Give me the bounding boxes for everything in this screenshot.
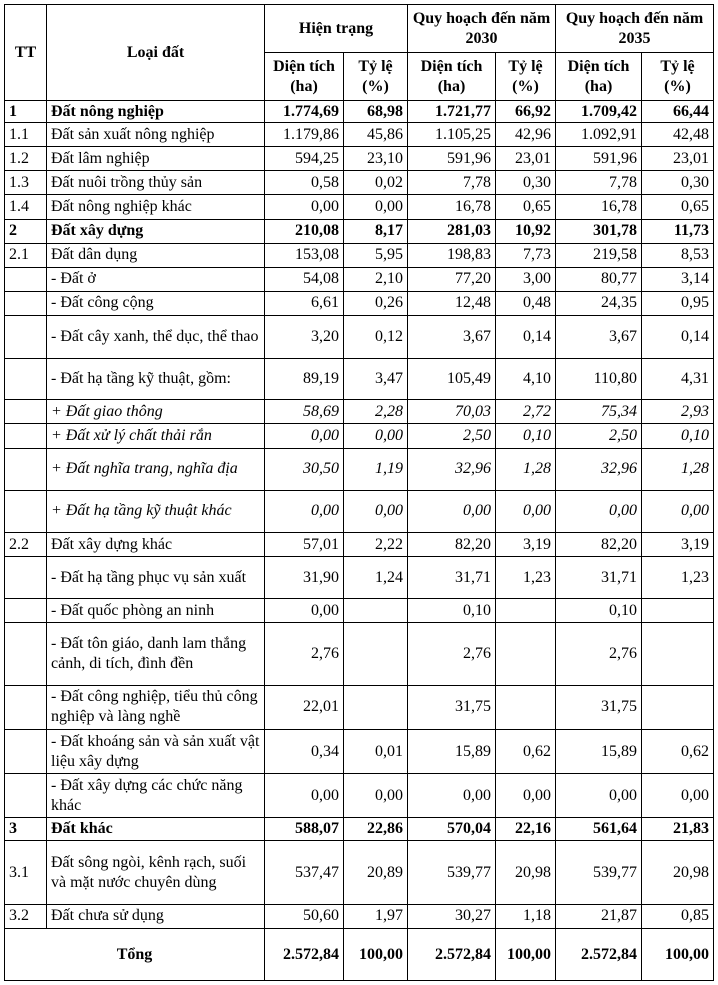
plan-2035-area-cell: 1.709,42: [556, 101, 642, 123]
current-ratio-cell: 2,22: [344, 532, 408, 556]
plan-2030-area-cell: 0,00: [408, 490, 496, 532]
current-area-cell: 3,20: [265, 315, 344, 358]
plan-2030-ratio-cell: 3,00: [496, 267, 556, 291]
plan-2035-ratio-cell: 3,14: [642, 267, 714, 291]
table-row: [5, 448, 714, 490]
plan-2035-ratio-cell: 0,62: [642, 729, 714, 773]
plan-2030-ratio-cell: 22,16: [496, 818, 556, 841]
current-ratio-cell: 1,19: [344, 448, 408, 490]
plan-2035-area-cell: 21,87: [556, 904, 642, 928]
table-row: [5, 623, 714, 685]
plan-2035-ratio-cell: 66,44: [642, 101, 714, 123]
row-index: 1.3: [5, 171, 47, 195]
current-area-cell: 2,76: [265, 623, 344, 685]
total-2035-ratio: 100,00: [642, 929, 714, 981]
plan-2035-ratio-cell: 0,30: [642, 171, 714, 195]
table-row: [5, 424, 714, 448]
table-row: [5, 195, 714, 219]
row-index: [5, 291, 47, 315]
table-row: [5, 818, 714, 841]
plan-2030-area-cell: 32,96: [408, 448, 496, 490]
table-row: [5, 841, 714, 904]
plan-2035-area-cell: 15,89: [556, 729, 642, 773]
plan-2035-ratio-cell: [642, 685, 714, 729]
current-area-cell: 22,01: [265, 685, 344, 729]
current-ratio-cell: 22,86: [344, 818, 408, 841]
plan-2035-area-cell: 24,35: [556, 291, 642, 315]
plan-2030-area-cell: 15,89: [408, 729, 496, 773]
plan-2035-ratio-cell: 0,00: [642, 490, 714, 532]
current-ratio-cell: 0,00: [344, 195, 408, 219]
plan-2030-area-cell: 30,27: [408, 904, 496, 928]
plan-2035-ratio-cell: 1,28: [642, 448, 714, 490]
current-area-cell: 6,61: [265, 291, 344, 315]
plan-2030-ratio-cell: 0,14: [496, 315, 556, 358]
current-ratio-cell: 3,47: [344, 359, 408, 400]
row-index: [5, 623, 47, 685]
land-type-name: - Đất cây xanh, thể dục, thể thao: [47, 315, 265, 358]
current-ratio-header: Tỷ lệ (%): [344, 53, 408, 101]
land-type-header: Loại đất: [47, 5, 265, 101]
land-type-name: + Đất hạ tầng kỹ thuật khác: [47, 490, 265, 532]
row-index: [5, 490, 47, 532]
current-ratio-cell: 45,86: [344, 123, 408, 147]
current-ratio-cell: 0,00: [344, 774, 408, 818]
plan-2035-ratio-cell: 2,93: [642, 400, 714, 424]
land-type-name: + Đất nghĩa trang, nghĩa địa: [47, 448, 265, 490]
plan-2030-ratio-cell: 0,00: [496, 774, 556, 818]
plan-2030-ratio-header: Tỷ lệ (%): [496, 53, 556, 101]
current-area-cell: 58,69: [265, 400, 344, 424]
current-ratio-cell: 8,17: [344, 219, 408, 243]
plan-2035-ratio-cell: [642, 623, 714, 685]
plan-2030-ratio-cell: 1,18: [496, 904, 556, 928]
plan-2030-area-cell: 82,20: [408, 532, 496, 556]
current-ratio-cell: 0,12: [344, 315, 408, 358]
land-type-name: Đất nuôi trồng thủy sản: [47, 171, 265, 195]
current-ratio-cell: 1,97: [344, 904, 408, 928]
plan-2035-area-cell: 0,00: [556, 490, 642, 532]
plan-2035-area-cell: 3,67: [556, 315, 642, 358]
plan-2035-area-cell: 1.092,91: [556, 123, 642, 147]
plan-2030-ratio-cell: 1,28: [496, 448, 556, 490]
plan-2035-area-cell: 2,76: [556, 623, 642, 685]
current-area-cell: 30,50: [265, 448, 344, 490]
plan-2035-ratio-cell: 8,53: [642, 243, 714, 267]
row-index: [5, 448, 47, 490]
current-ratio-cell: 0,02: [344, 171, 408, 195]
land-type-name: Đất xây dựng khác: [47, 532, 265, 556]
plan-2035-ratio-cell: 42,48: [642, 123, 714, 147]
land-use-table: [4, 4, 714, 981]
current-area-cell: 89,19: [265, 359, 344, 400]
current-ratio-cell: 5,95: [344, 243, 408, 267]
plan-2030-ratio-cell: 0,48: [496, 291, 556, 315]
table-row: [5, 685, 714, 729]
table-row: [5, 123, 714, 147]
current-area-cell: 588,07: [265, 818, 344, 841]
plan-2035-ratio-cell: [642, 599, 714, 623]
row-index: 3.1: [5, 841, 47, 904]
plan-2035-ratio-cell: 0,10: [642, 424, 714, 448]
row-index: 2: [5, 219, 47, 243]
table-row: [5, 219, 714, 243]
land-type-name: Đất nông nghiệp: [47, 101, 265, 123]
land-type-name: + Đất giao thông: [47, 400, 265, 424]
row-index: [5, 424, 47, 448]
plan-2030-ratio-cell: 0,65: [496, 195, 556, 219]
current-area-cell: 50,60: [265, 904, 344, 928]
plan-2030-area-cell: 198,83: [408, 243, 496, 267]
land-type-name: - Đất hạ tầng kỹ thuật, gồm:: [47, 359, 265, 400]
plan-2035-ratio-cell: 0,65: [642, 195, 714, 219]
table-row: [5, 400, 714, 424]
plan-2035-ratio-cell: 3,19: [642, 532, 714, 556]
plan-2030-ratio-cell: 2,72: [496, 400, 556, 424]
plan-2035-area-header: Diện tích (ha): [556, 53, 642, 101]
row-index: [5, 599, 47, 623]
plan-2030-area-cell: 0,10: [408, 599, 496, 623]
row-index: [5, 729, 47, 773]
header-row-1: [5, 5, 714, 53]
plan-2035-area-cell: 16,78: [556, 195, 642, 219]
row-index: 3: [5, 818, 47, 841]
plan-2035-ratio-cell: 0,14: [642, 315, 714, 358]
plan-2035-ratio-cell: 20,98: [642, 841, 714, 904]
total-label: Tổng: [5, 929, 265, 981]
plan-2030-area-cell: 281,03: [408, 219, 496, 243]
plan-2030-area-cell: 16,78: [408, 195, 496, 219]
current-ratio-cell: 0,00: [344, 424, 408, 448]
current-area-cell: 153,08: [265, 243, 344, 267]
plan-2035-area-cell: 591,96: [556, 147, 642, 171]
land-type-name: Đất lâm nghiệp: [47, 147, 265, 171]
current-area-cell: 0,58: [265, 171, 344, 195]
plan-2030-ratio-cell: 23,01: [496, 147, 556, 171]
current-area-cell: 31,90: [265, 557, 344, 599]
row-index: [5, 774, 47, 818]
plan-2030-ratio-cell: 0,00: [496, 490, 556, 532]
plan-2035-area-cell: 219,58: [556, 243, 642, 267]
plan-2030-area-cell: 7,78: [408, 171, 496, 195]
plan-2035-ratio-cell: 1,23: [642, 557, 714, 599]
table-row: [5, 243, 714, 267]
table-row: [5, 904, 714, 928]
land-type-name: - Đất xây dựng các chức năng khác: [47, 774, 265, 818]
plan-2035-ratio-cell: 4,31: [642, 359, 714, 400]
land-type-name: - Đất công nghiệp, tiểu thủ công nghiệp và làng nghề: [47, 685, 265, 729]
plan-2030-ratio-cell: [496, 685, 556, 729]
plan-2035-area-cell: 31,75: [556, 685, 642, 729]
land-type-name: + Đất xử lý chất thải rắn: [47, 424, 265, 448]
row-index: 1.2: [5, 147, 47, 171]
land-type-name: Đất xây dựng: [47, 219, 265, 243]
plan-2035-header: Quy hoạch đến năm 2035: [556, 5, 714, 53]
plan-2035-area-cell: 31,71: [556, 557, 642, 599]
current-area-cell: 537,47: [265, 841, 344, 904]
plan-2030-header: Quy hoạch đến năm 2030: [408, 5, 556, 53]
table-row: [5, 774, 714, 818]
row-index: [5, 400, 47, 424]
current-ratio-cell: 0,01: [344, 729, 408, 773]
total-2030-area: 2.572,84: [408, 929, 496, 981]
current-ratio-cell: 23,10: [344, 147, 408, 171]
plan-2030-area-cell: 31,71: [408, 557, 496, 599]
land-type-name: - Đất ở: [47, 267, 265, 291]
total-2030-ratio: 100,00: [496, 929, 556, 981]
table-row: [5, 291, 714, 315]
current-area-cell: 0,00: [265, 490, 344, 532]
land-type-name: - Đất tôn giáo, danh lam thắng cảnh, di tích, đình đền: [47, 623, 265, 685]
row-index: [5, 685, 47, 729]
plan-2030-ratio-cell: 10,92: [496, 219, 556, 243]
current-area-cell: 0,34: [265, 729, 344, 773]
plan-2030-area-header: Diện tích (ha): [408, 53, 496, 101]
current-status-header: Hiện trạng: [265, 5, 408, 53]
current-ratio-cell: 0,00: [344, 490, 408, 532]
total-current-area: 2.572,84: [265, 929, 344, 981]
plan-2035-ratio-header: Tỷ lệ (%): [642, 53, 714, 101]
plan-2035-ratio-cell: 0,85: [642, 904, 714, 928]
current-area-cell: 57,01: [265, 532, 344, 556]
table-row: [5, 557, 714, 599]
current-ratio-cell: [344, 685, 408, 729]
plan-2030-area-cell: 539,77: [408, 841, 496, 904]
plan-2030-ratio-cell: 0,62: [496, 729, 556, 773]
current-ratio-cell: 2,10: [344, 267, 408, 291]
plan-2035-area-cell: 80,77: [556, 267, 642, 291]
land-type-name: - Đất hạ tầng phục vụ sản xuất: [47, 557, 265, 599]
plan-2035-ratio-cell: 0,00: [642, 774, 714, 818]
plan-2030-area-cell: 0,00: [408, 774, 496, 818]
plan-2035-area-cell: 110,80: [556, 359, 642, 400]
table-row: [5, 147, 714, 171]
land-type-name: Đất nông nghiệp khác: [47, 195, 265, 219]
plan-2030-area-cell: 77,20: [408, 267, 496, 291]
table-row: [5, 729, 714, 773]
plan-2035-area-cell: 561,64: [556, 818, 642, 841]
current-ratio-cell: [344, 623, 408, 685]
plan-2030-ratio-cell: 3,19: [496, 532, 556, 556]
land-type-name: - Đất khoáng sản và sản xuất vật liệu xây dựng: [47, 729, 265, 773]
plan-2030-ratio-cell: 1,23: [496, 557, 556, 599]
plan-2035-area-cell: 2,50: [556, 424, 642, 448]
current-ratio-cell: 68,98: [344, 101, 408, 123]
plan-2035-ratio-cell: 0,95: [642, 291, 714, 315]
row-index: 1: [5, 101, 47, 123]
current-area-cell: 0,00: [265, 424, 344, 448]
plan-2030-ratio-cell: 7,73: [496, 243, 556, 267]
plan-2035-area-cell: 301,78: [556, 219, 642, 243]
land-type-name: Đất khác: [47, 818, 265, 841]
total-row: [5, 929, 714, 981]
table-row: [5, 599, 714, 623]
land-type-name: Đất sông ngòi, kênh rạch, suối và mặt nước chuyên dùng: [47, 841, 265, 904]
current-ratio-cell: 20,89: [344, 841, 408, 904]
plan-2030-area-cell: 70,03: [408, 400, 496, 424]
row-index: 2.2: [5, 532, 47, 556]
plan-2030-area-cell: 2,76: [408, 623, 496, 685]
plan-2030-area-cell: 591,96: [408, 147, 496, 171]
plan-2030-ratio-cell: 0,10: [496, 424, 556, 448]
table-row: [5, 171, 714, 195]
plan-2030-ratio-cell: 66,92: [496, 101, 556, 123]
current-area-header: Diện tích (ha): [265, 53, 344, 101]
tt-header: TT: [5, 5, 47, 101]
current-area-cell: 54,08: [265, 267, 344, 291]
total-2035-area: 2.572,84: [556, 929, 642, 981]
current-ratio-cell: 1,24: [344, 557, 408, 599]
plan-2030-area-cell: 31,75: [408, 685, 496, 729]
table-row: [5, 101, 714, 123]
plan-2035-area-cell: 0,10: [556, 599, 642, 623]
current-area-cell: 0,00: [265, 195, 344, 219]
land-type-name: Đất chưa sử dụng: [47, 904, 265, 928]
plan-2035-area-cell: 82,20: [556, 532, 642, 556]
plan-2035-ratio-cell: 21,83: [642, 818, 714, 841]
land-type-name: Đất dân dụng: [47, 243, 265, 267]
land-type-name: - Đất quốc phòng an ninh: [47, 599, 265, 623]
plan-2030-area-cell: 105,49: [408, 359, 496, 400]
plan-2030-area-cell: 1.105,25: [408, 123, 496, 147]
plan-2035-ratio-cell: 11,73: [642, 219, 714, 243]
plan-2030-ratio-cell: 4,10: [496, 359, 556, 400]
plan-2030-area-cell: 2,50: [408, 424, 496, 448]
row-index: 3.2: [5, 904, 47, 928]
current-area-cell: 0,00: [265, 599, 344, 623]
current-area-cell: 594,25: [265, 147, 344, 171]
plan-2035-ratio-cell: 23,01: [642, 147, 714, 171]
plan-2035-area-cell: 32,96: [556, 448, 642, 490]
plan-2035-area-cell: 7,78: [556, 171, 642, 195]
table-row: [5, 359, 714, 400]
current-ratio-cell: 2,28: [344, 400, 408, 424]
row-index: [5, 315, 47, 358]
current-ratio-cell: 0,26: [344, 291, 408, 315]
plan-2030-ratio-cell: 20,98: [496, 841, 556, 904]
row-index: 1.4: [5, 195, 47, 219]
current-ratio-cell: [344, 599, 408, 623]
row-index: [5, 359, 47, 400]
current-area-cell: 0,00: [265, 774, 344, 818]
land-type-name: - Đất công cộng: [47, 291, 265, 315]
row-index: 2.1: [5, 243, 47, 267]
plan-2030-area-cell: 3,67: [408, 315, 496, 358]
plan-2030-area-cell: 1.721,77: [408, 101, 496, 123]
row-index: 1.1: [5, 123, 47, 147]
plan-2035-area-cell: 0,00: [556, 774, 642, 818]
table-row: [5, 532, 714, 556]
current-area-cell: 210,08: [265, 219, 344, 243]
plan-2030-area-cell: 570,04: [408, 818, 496, 841]
row-index: [5, 267, 47, 291]
current-area-cell: 1.179,86: [265, 123, 344, 147]
plan-2030-area-cell: 12,48: [408, 291, 496, 315]
table-row: [5, 490, 714, 532]
plan-2030-ratio-cell: [496, 599, 556, 623]
plan-2035-area-cell: 539,77: [556, 841, 642, 904]
total-current-ratio: 100,00: [344, 929, 408, 981]
table-row: [5, 267, 714, 291]
table-row: [5, 315, 714, 358]
row-index: [5, 557, 47, 599]
current-area-cell: 1.774,69: [265, 101, 344, 123]
table-body: [5, 101, 714, 929]
plan-2030-ratio-cell: [496, 623, 556, 685]
plan-2030-ratio-cell: 0,30: [496, 171, 556, 195]
land-type-name: Đất sản xuất nông nghiệp: [47, 123, 265, 147]
plan-2035-area-cell: 75,34: [556, 400, 642, 424]
plan-2030-ratio-cell: 42,96: [496, 123, 556, 147]
